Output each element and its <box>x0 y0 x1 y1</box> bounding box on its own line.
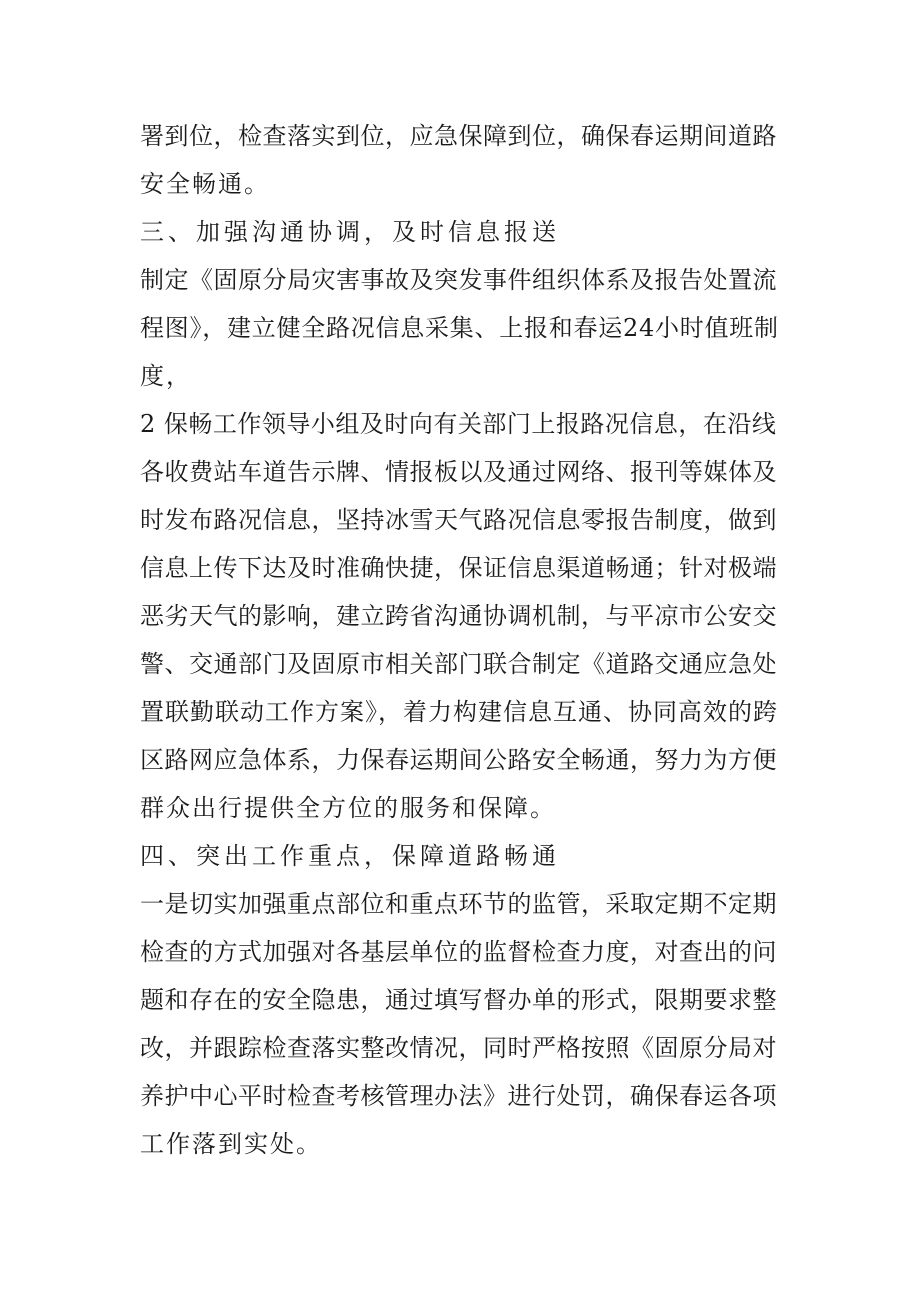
body-text-line: 置联勤联动工作方案》，着力构建信息互通、协同高效的跨 <box>140 698 778 726</box>
body-text-line: 度， <box>140 362 192 390</box>
body-text-line: 2 保畅工作领导小组及时向有关部门上报路况信息，在沿线 <box>140 410 777 438</box>
body-text-line: 署到位，检查落实到位，应急保障到位，确保春运期间道路 <box>140 122 777 150</box>
body-text-line: 改，并跟踪检查落实整改情况，同时严格按照《固原分局对 <box>140 1034 777 1062</box>
body-text-line: 程图》，建立健全路况信息采集、上报和春运24小时值班制 <box>140 314 779 342</box>
body-text-line: 制定《固原分局灾害事故及突发事件组织体系及报告处置流 <box>140 266 777 294</box>
body-text-line: 检查的方式加强对各基层单位的监督检查力度，对查出的问 <box>140 938 777 966</box>
body-text-line: 时发布路况信息，坚持冰雪天气路况信息零报告制度，做到 <box>140 506 777 534</box>
body-text-line: 信息上传下达及时准确快捷，保证信息渠道畅通；针对极端 <box>140 554 777 582</box>
body-text-line: 群众出行提供全方位的服务和保障。 <box>140 794 556 822</box>
body-text-line: 工作落到实处。 <box>140 1130 322 1158</box>
body-text-line: 各收费站车道告示牌、情报板以及通过网络、报刊等媒体及 <box>140 458 777 486</box>
body-text-line: 恶劣天气的影响，建立跨省沟通协调机制，与平凉市公安交 <box>140 602 777 630</box>
body-text-line: 养护中心平时检查考核管理办法》进行处罚，确保春运各项 <box>140 1082 777 1110</box>
section-heading-4: 四、突出工作重点，保障道路畅通 <box>140 842 560 870</box>
body-text-line: 安全畅通。 <box>140 170 270 198</box>
body-text-line: 区路网应急体系，力保春运期间公路安全畅通，努力为方便 <box>140 746 777 774</box>
body-text-line: 警、交通部门及固原市相关部门联合制定《道路交通应急处 <box>140 650 777 678</box>
document-body <box>140 112 780 1168</box>
section-heading-3: 三、加强沟通协调，及时信息报送 <box>140 218 560 246</box>
body-text-line: 一是切实加强重点部位和重点环节的监管，采取定期不定期 <box>140 890 777 918</box>
body-text-line: 题和存在的安全隐患，通过填写督办单的形式，限期要求整 <box>140 986 777 1014</box>
